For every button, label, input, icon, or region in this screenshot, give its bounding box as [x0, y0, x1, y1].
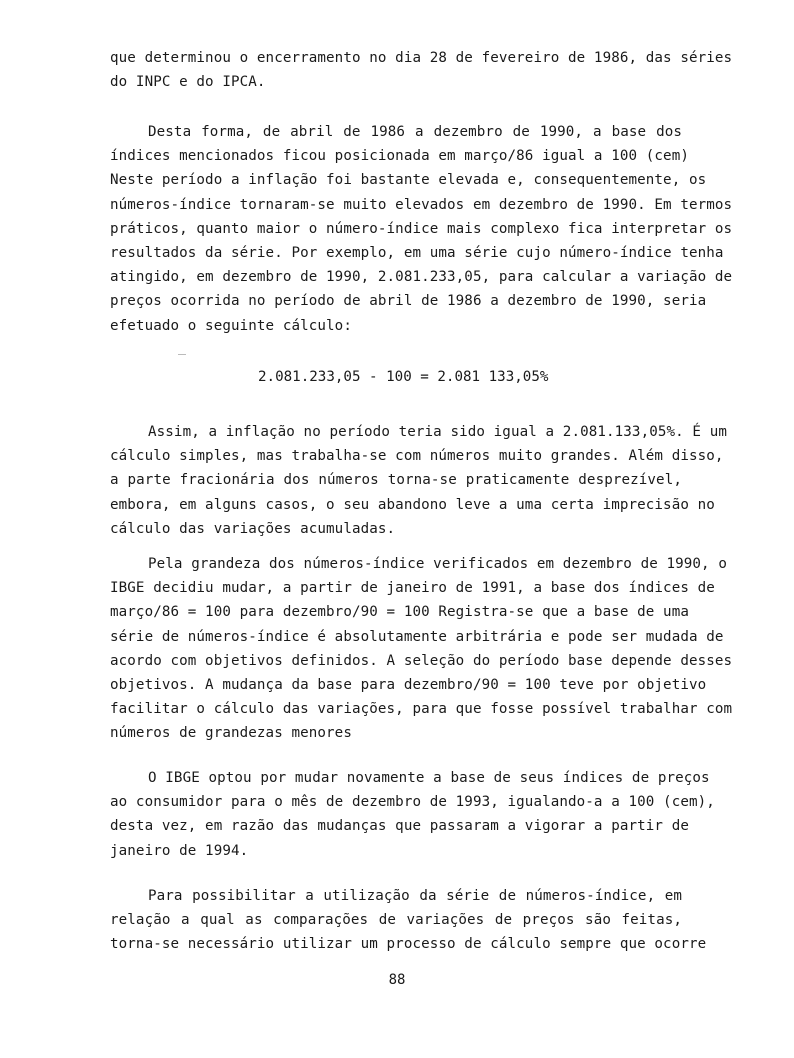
- text-line: Assim, a inflação no período teria sido igual a 2.081.133,05%. É um: [148, 424, 727, 440]
- text-line: efetuado o seguinte cálculo:: [110, 317, 352, 334]
- text-line: Neste período a inflação foi bastante elevada e, consequentemente, os: [110, 172, 707, 189]
- text-line: do INPC e do IPCA.: [110, 74, 266, 91]
- text-line: janeiro de 1994.: [110, 842, 249, 859]
- text-line: preços ocorrida no período de abril de 1986 a dezembro de 1990, seria: [110, 293, 707, 310]
- text-line: ao consumidor para o mês de dezembro de 1993, igualando-a a 100 (cem),: [110, 794, 715, 811]
- text-line: torna-se necessário utilizar um processo de cálculo sempre que ocorre: [110, 936, 707, 953]
- text-line: resultados da série. Por exemplo, em uma série cujo número-índice tenha: [110, 245, 724, 262]
- formula-line: 2.081.233,05 - 100 = 2.081 133,05%: [258, 369, 549, 385]
- text-line: embora, em alguns casos, o seu abandono leve a uma certa imprecisão no: [110, 496, 715, 513]
- scan-speck: [178, 354, 186, 355]
- text-line: que determinou o encerramento no dia 28 de fevereiro de 1986, das séries: [110, 50, 733, 66]
- text-line: práticos, quanto maior o número-índice mais complexo fica interpretar os: [110, 220, 733, 237]
- text-line: O IBGE optou por mudar novamente a base de seus índices de preços: [148, 770, 710, 786]
- text-line: cálculo simples, mas trabalha-se com números muito grandes. Além disso,: [110, 448, 724, 465]
- text-line: atingido, em dezembro de 1990, 2.081.233,05, para calcular a variação de: [110, 269, 733, 286]
- text-line: índices mencionados ficou posicionada em março/86 igual a 100 (cem): [110, 148, 689, 165]
- text-line: acordo com objetivos definidos. A seleção do período base depende desses: [110, 652, 733, 669]
- text-line: relação a qual as comparações de variações de preços são feitas,: [110, 912, 682, 929]
- text-line: Desta forma, de abril de 1986 a dezembro de 1990, a base dos: [148, 124, 682, 140]
- text-line: IBGE decidiu mudar, a partir de janeiro de 1991, a base dos índices de: [110, 580, 715, 597]
- text-line: números de grandezas menores: [110, 725, 352, 742]
- text-line: facilitar o cálculo das variações, para que fosse possível trabalhar com: [110, 701, 733, 718]
- text-line: objetivos. A mudança da base para dezembro/90 = 100 teve por objetivo: [110, 677, 707, 694]
- text-line: série de números-índice é absolutamente arbitrária e pode ser mudada de: [110, 628, 724, 645]
- text-line: números-índice tornaram-se muito elevados em dezembro de 1990. Em termos: [110, 196, 733, 213]
- paragraph-6: [110, 884, 707, 957]
- page-number: 88: [388, 972, 406, 988]
- text-line: desta vez, em razão das mudanças que passaram a vigorar a partir de: [110, 818, 689, 835]
- text-line: cálculo das variações acumuladas.: [110, 520, 396, 537]
- paragraph-4: [110, 552, 733, 746]
- paragraph-5: [110, 766, 715, 863]
- paragraph-2: [110, 120, 733, 338]
- text-line: Pela grandeza dos números-índice verificados em dezembro de 1990, o: [148, 556, 727, 572]
- text-line: Para possibilitar a utilização da série de números-índice, em: [148, 888, 682, 904]
- text-line: março/86 = 100 para dezembro/90 = 100 Registra-se que a base de uma: [110, 604, 689, 621]
- text-line: a parte fracionária dos números torna-se praticamente desprezível,: [110, 472, 682, 489]
- paragraph-1: [110, 46, 733, 94]
- paragraph-3: [110, 420, 727, 541]
